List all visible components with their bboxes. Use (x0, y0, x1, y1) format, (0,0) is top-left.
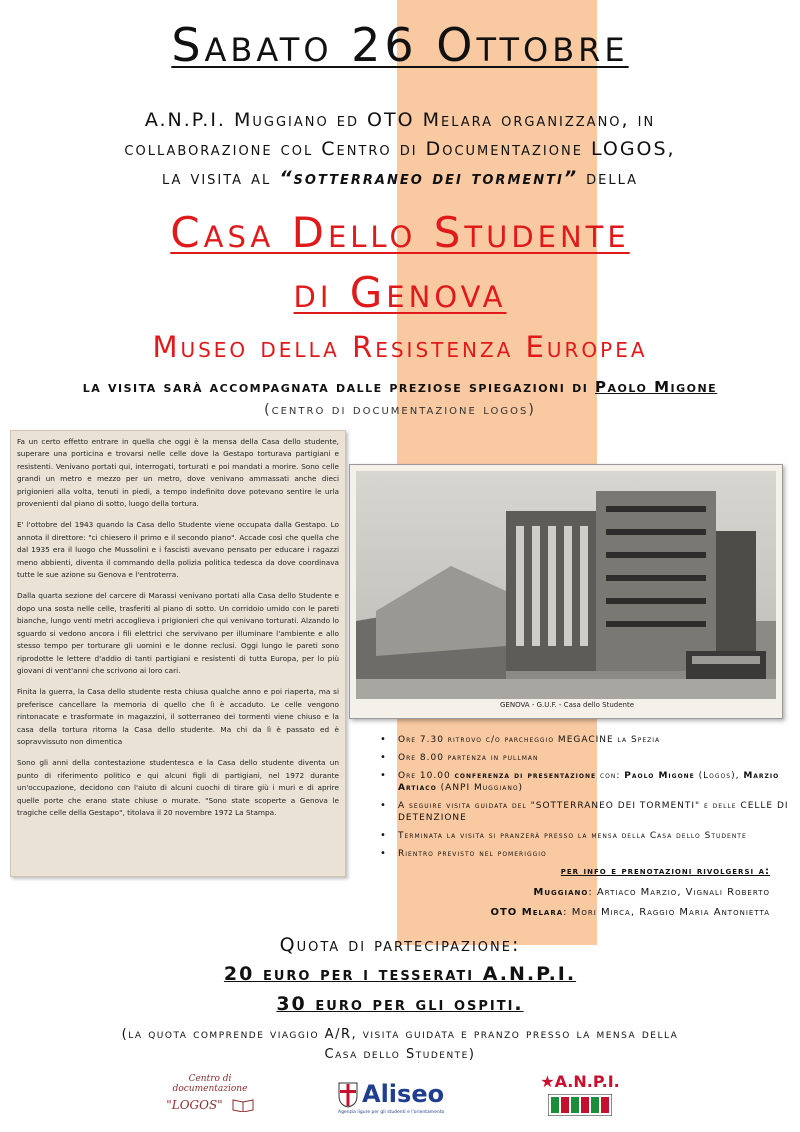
venue-title-line-1: Casa Dello Studente (170, 208, 630, 257)
fee-note-line: (la quota comprende viaggio A/R, visita guidata e pranzo presso la mensa della (121, 1027, 679, 1042)
program-item-strong: conferenza di presentazione (454, 771, 597, 781)
fee-text: per i tesserati A.N.P.I. (311, 963, 577, 985)
liguria-crest-icon (338, 1082, 358, 1108)
history-paragraph: E' l'ottobre del 1943 quando la Casa dello Studente viene occupata dalla Gestapo. Lo annota il direttore: "ci chiesero il primo e il secondo piano". Accade così che quella che dal 1935 era il luogo che Mussolini e i fascisti avevano pensato per educare i ragazzi meno abbienti, diventa il commando della polizia politica tedesca da dove coordinava tutte le sue azione su Genova e l'entroterra. (17, 520, 339, 580)
history-paragraph: Finita la guerra, la Casa dello studente resta chiusa qualche anno e poi riaperta, ma si preferisce cancellare la memoria di quello che lì è accaduto. Le celle vengono rintonacate e trasformate in magazzini, il sotterraneo dei tormenti viene chiuso e la casa della tortura ritorna la Casa dello studente. Ma chi da lì è passato ed è sopravvissuto non dimentica (17, 687, 339, 746)
program-item: • Ore 7.30 ritrovo c/o parcheggio MEGACINE la Spezia (380, 734, 790, 746)
contact-muggiano (533, 887, 770, 898)
info-heading: per info e prenotazioni rivolgersi a: (560, 866, 770, 877)
building-photo (349, 464, 783, 719)
guide-text: la visita sarà accompagnata dalle preziose spiegazioni di (82, 378, 589, 396)
star-icon: ★ (540, 1072, 555, 1091)
program-item: • Rientro previsto nel pomeriggio (380, 848, 790, 860)
fee-members (0, 963, 800, 985)
fee-amount: 30 euro (276, 993, 364, 1015)
program-item: • Terminata la visita si pranzerà presso la mensa della Casa dello Studente (380, 830, 790, 842)
photo-caption: GENOVA - G.U.F. - Casa dello Studente (500, 701, 635, 709)
event-date-title: Sabato 26 Ottobre (171, 18, 629, 72)
intro-line-3 (0, 164, 800, 193)
contact-label: OTO Melara (490, 907, 564, 918)
anpi-letters: A.N.P.I. (554, 1072, 620, 1091)
history-paragraph: Dalla quarta sezione del carcere di Marassi venivano portati alla Casa dello Studente e dopo una sosta nelle celle, trasferiti al piano di sotto. Un corridoio umido con le pareti bianche, lungo venti metri accoglieva i prigionieri che qui venivano torturati. Alzando lo sguardo si vedono ancora i fili elettrici che servivano per illuminare l'ambiente e allo stesso tempo per torturare gli uomini e le donne reclusi. Oggi lungo le pareti sono riprodotte le lettere d'addio di tanti partigiani e resistenti di tutta Europa, per lo più giovani di vent'anni che scrivono ai loro cari. (17, 591, 339, 675)
anpi-logo (530, 1072, 630, 1118)
book-icon (232, 1098, 254, 1112)
aliseo-logo (338, 1080, 450, 1122)
contact-label: Muggiano (533, 887, 589, 898)
contact-oto-melara (490, 907, 770, 918)
program-item-strong: Marzio Artiaco (398, 771, 780, 793)
program-item: • A seguire visita guidata del "SOTTERRANEO DEI TORMENTI" e delle CELLE DI DETENZIONE (380, 800, 790, 824)
museum-subtitle: Museo della Resistenza Europea (152, 330, 648, 364)
logos-logo-line: Centro di documentazione (172, 1074, 248, 1094)
guide-name: Paolo Migone (595, 378, 718, 396)
venue-title-line-2: di Genova (293, 268, 507, 317)
program-item-text: con: (596, 771, 625, 781)
fee-note (0, 1025, 800, 1065)
tricolore-flag-icon (548, 1094, 612, 1116)
building-illustration (356, 471, 776, 699)
program-item (380, 770, 790, 794)
logos-logo-name: "LOGOS" (166, 1098, 223, 1112)
intro-line-3-post: della (586, 167, 639, 189)
contact-names: : Mori Mirca, Raggio Maria Antonietta (563, 907, 770, 918)
history-paragraph: Fa un certo effetto entrare in quella che oggi è la mensa della Casa dello studente, superare una porticina e trovarsi nelle celle dove la Gestapo torturava partigiani e resistenti. Venivano portati qui, interrogati, torturati e poi mandati a morire. Sono celle grandi un metro e mezzo per un metro, dove venivano ammassati anche dieci prigionieri alla volta, tenuti in piedi, a tempo indefinito dove potevano sentire le urla provenienti dal piano di sotto, luogo della tortura. (17, 437, 339, 509)
aliseo-tagline: Agenzia ligure per gli studenti e l'orientamento (338, 1110, 445, 1115)
fee-amount: 20 euro (223, 963, 312, 985)
history-paragraph: Sono gli anni della contestazione studentesca e la Casa dello studente diventa un punto di riferimento politico e qui alcuni figli di partigiani, nel 1972 durante un'occupazione, decidono con l'aiuto di alcuni cuochi di tirare giù i muri e di aprire quelle porte che erano state chiuse o murate. "Sono state scoperte a Genova le tragiche celle della Gestapo", titolava il 20 novembre 1972 La Stampa. (17, 758, 339, 817)
fee-guests (0, 993, 800, 1015)
intro-line-1: A.N.P.I. Muggiano ed OTO Melara organizzano, in (144, 109, 656, 131)
program-item-text: Ore 10.00 (398, 771, 455, 781)
program-list (380, 734, 790, 866)
guide-line (0, 378, 800, 396)
program-item-text: (ANPI Muggiano) (436, 783, 524, 793)
program-item-strong: Paolo Migone (624, 771, 695, 781)
logos-logo (150, 1074, 270, 1114)
anpi-name (530, 1072, 630, 1091)
aliseo-name: Aliseo (362, 1080, 445, 1108)
program-item-text: (Logos), (694, 771, 744, 781)
contact-names: : Artiaco Marzio, Vignali Roberto (588, 887, 770, 898)
guide-organization: (centro di documentazione logos) (264, 402, 536, 418)
fee-heading: Quota di partecipazione: (279, 934, 521, 956)
fee-note-line: Casa dello Studente) (324, 1047, 476, 1062)
history-text-box (10, 430, 346, 877)
intro-highlight: “sotterraneo dei tormenti” (279, 167, 579, 189)
intro-line-2: collaborazione col Centro di Documentazione LOGOS, (124, 138, 676, 160)
fee-text: per gli ospiti. (363, 993, 524, 1015)
program-item: • Ore 8.00 partenza in pullman (380, 752, 790, 764)
intro-line-3-pre: la visita al (161, 167, 272, 189)
